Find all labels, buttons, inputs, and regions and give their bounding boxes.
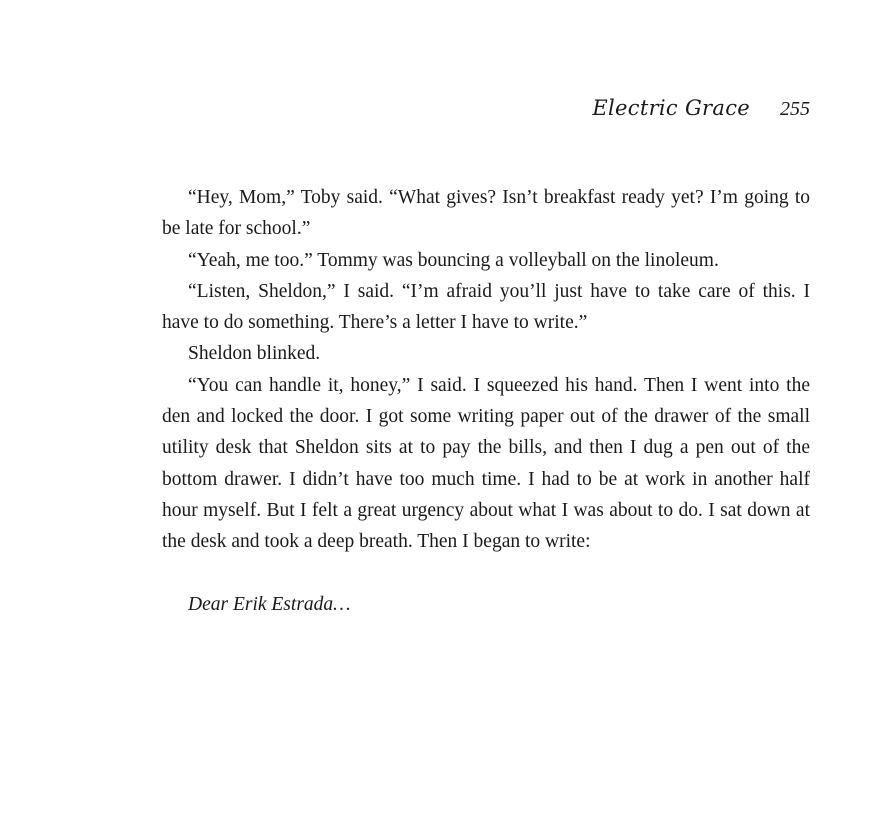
paragraph: “Hey, Mom,” Toby said. “What gives? Isn’t breakfast ready yet? I’m going to be late for school.”	[162, 187, 810, 240]
running-head	[592, 96, 810, 121]
paragraph: “Yeah, me too.” Tommy was bouncing a volleyball on the linoleum.	[188, 249, 719, 271]
running-title: Electric Grace	[592, 96, 750, 120]
page-number: 255	[780, 98, 810, 120]
paragraph: “You can handle it, honey,” I said. I squeezed his hand. Then I went into the den and locked the door. I got some writing paper out of the drawer of the small utility desk that Sheldon sits at to pay the bills, and then I dug a pen out of the bottom drawer. I didn’t have too much time. I had to be at work in another half hour myself. But I felt a great urgency about what I was about to do. I sat down at the desk and took a deep breath. Then I began to write:	[162, 374, 810, 553]
paragraph: “Listen, Sheldon,” I said. “I’m afraid you’ll just have to take care of this. I have to do something. There’s a letter I have to write.”	[162, 280, 810, 334]
body-text	[162, 182, 810, 620]
letter-salutation: Dear Erik Estrada…	[188, 593, 351, 615]
paragraph: Sheldon blinked.	[188, 343, 321, 365]
